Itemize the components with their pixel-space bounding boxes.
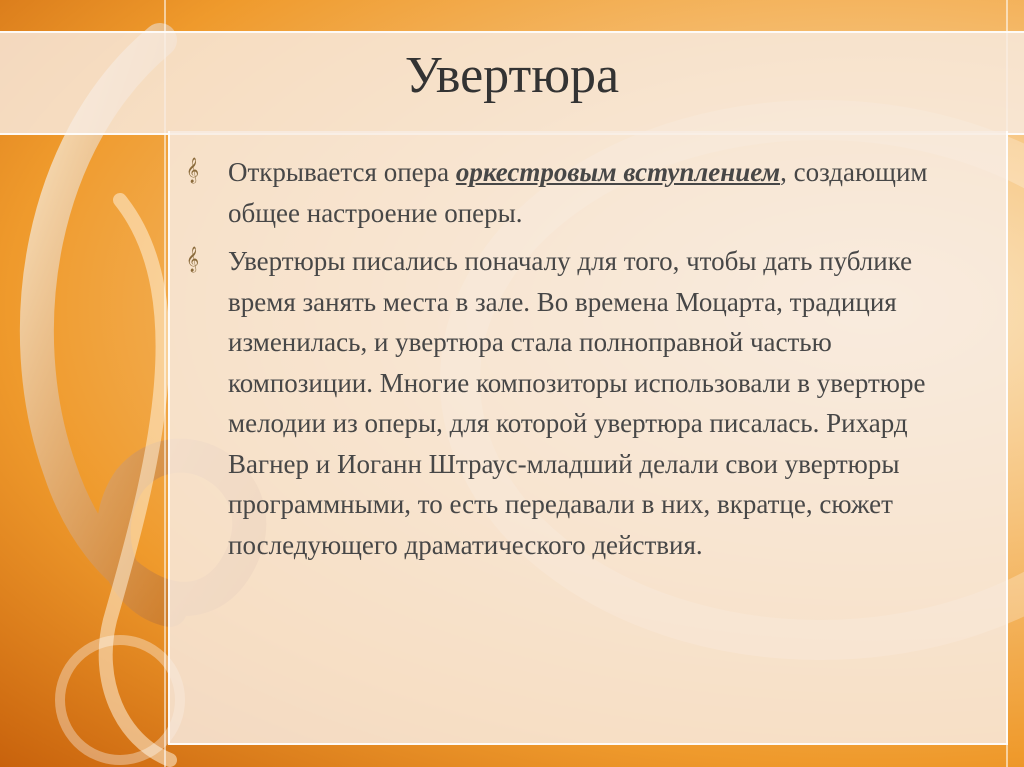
emphasis-text: оркестровым вступлением xyxy=(455,157,781,187)
treble-clef-icon: 𝄞 xyxy=(186,247,200,272)
bullet-text: Увертюры писались поначалу для того, чтобы дать публике время занять места в зале. Во времена Моцарта, традиция изменилась, и увертюра стала полноправной частью композиции. Многие композиторы использовали в увертюре мелодии из оперы, для которой увертюра писалась. Рихард Вагнер и Иоганн Штраус-младший делали свои увертюры программными, то есть передавали в них, вкратце, сюжет последующего драматического действия. xyxy=(228,246,926,560)
treble-clef-icon: 𝄞 xyxy=(186,158,200,183)
bullet-text: , создающим общее настроение оперы. xyxy=(228,157,928,228)
slide-title: Увертюра xyxy=(404,47,620,104)
bullet-list xyxy=(186,152,968,573)
bullet-text: Открывается опера xyxy=(228,157,456,187)
bullet-item xyxy=(186,241,968,565)
bullet-item xyxy=(186,152,968,233)
